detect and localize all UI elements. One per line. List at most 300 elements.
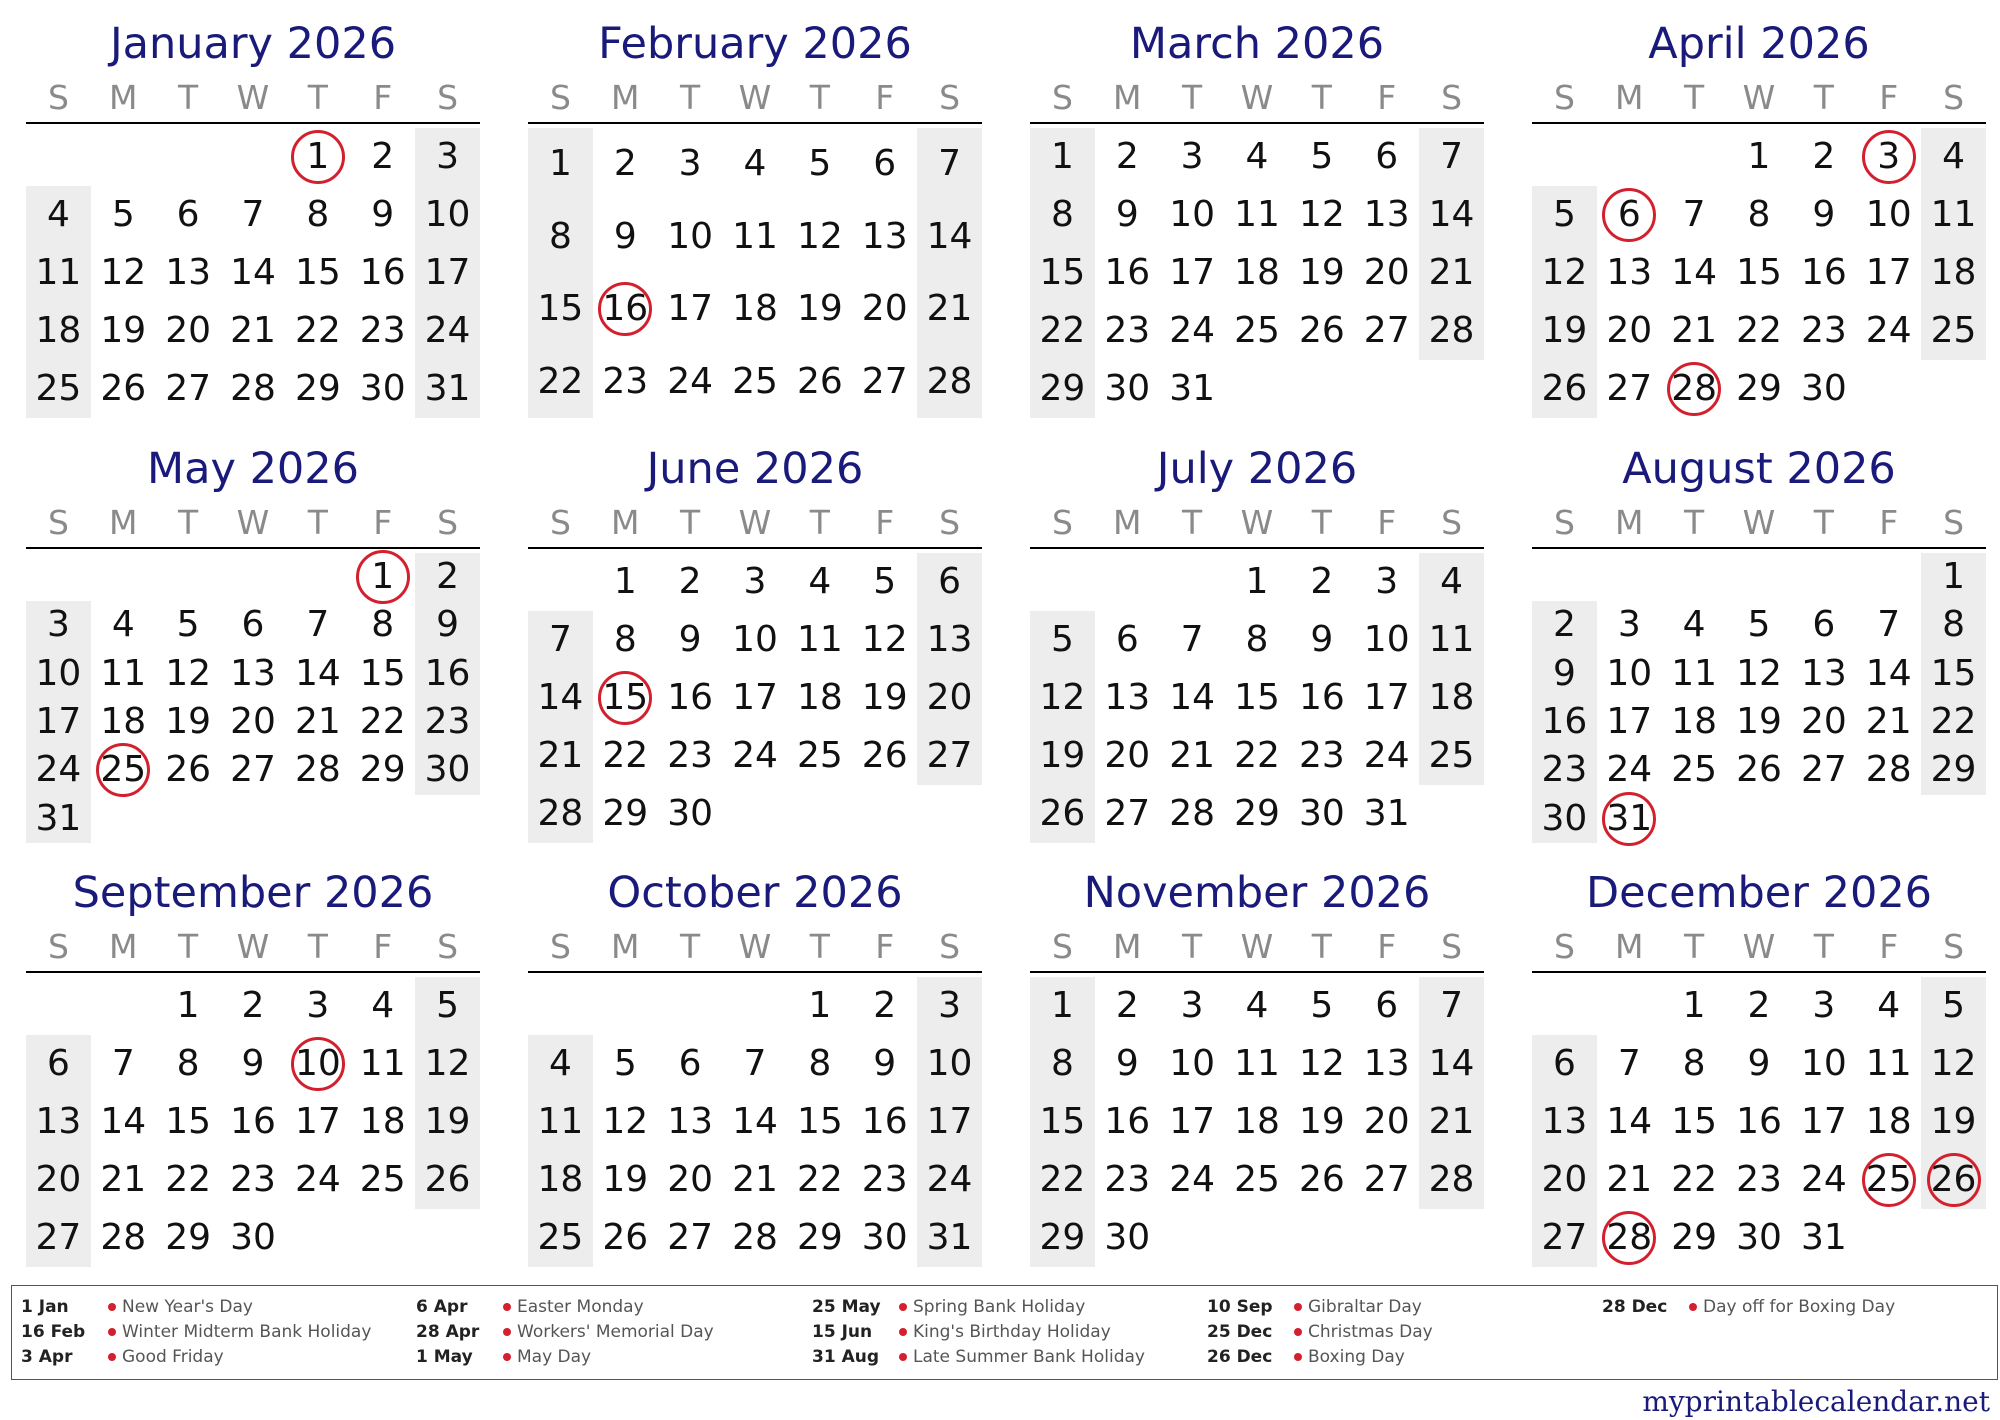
day-cell: 28 bbox=[230, 368, 276, 409]
day-cell: 7 bbox=[1877, 604, 1901, 646]
weekday-header: S bbox=[437, 927, 459, 966]
holiday-day-cell: 6 bbox=[1597, 186, 1662, 244]
day-cell: 24 bbox=[926, 1159, 973, 1200]
holiday-day-cell: 1 bbox=[350, 553, 415, 601]
day-cell: 2 bbox=[873, 985, 897, 1026]
weekday-header: T bbox=[307, 78, 328, 117]
day-cell: 11 bbox=[359, 1043, 406, 1084]
holiday-day-cell: 28 bbox=[1597, 1209, 1662, 1267]
weekday-header: S bbox=[1051, 78, 1073, 117]
weekday-header: M bbox=[109, 927, 138, 966]
month-title: December 2026 bbox=[1585, 868, 1933, 918]
bullet-icon bbox=[1294, 1353, 1302, 1361]
day-cell: 10 bbox=[1363, 619, 1410, 660]
weekday-header-row bbox=[1030, 76, 1484, 120]
weekday-header: F bbox=[373, 503, 393, 542]
day-cell: 5 bbox=[1942, 985, 1966, 1026]
day-cell: 11 bbox=[1865, 1043, 1912, 1084]
weekday-header: F bbox=[373, 78, 393, 117]
weekday-header: T bbox=[1182, 78, 1203, 117]
day-cell: 12 bbox=[1736, 652, 1782, 694]
day-cell: 19 bbox=[100, 310, 147, 351]
day-cell: 11 bbox=[1234, 1043, 1280, 1084]
legend-holiday-name: Good Friday bbox=[122, 1347, 224, 1367]
day-cell: 7 bbox=[1617, 1043, 1641, 1084]
header-divider bbox=[1030, 971, 1484, 973]
header-divider bbox=[528, 971, 982, 973]
day-cell: 24 bbox=[424, 310, 471, 351]
weekday-header: T bbox=[307, 927, 328, 966]
day-cell: 26 bbox=[1736, 749, 1782, 791]
day-cell: 19 bbox=[1039, 735, 1086, 776]
weekday-header: T bbox=[809, 503, 830, 542]
weekday-header: F bbox=[1879, 927, 1899, 966]
day-cell: 31 bbox=[926, 1217, 973, 1258]
day-cell: 11 bbox=[1671, 652, 1718, 694]
weekday-header: F bbox=[1377, 503, 1397, 542]
month-4 bbox=[26, 425, 480, 845]
day-cell: 14 bbox=[732, 1101, 778, 1142]
day-cell: 8 bbox=[548, 215, 572, 257]
weekday-header: T bbox=[1813, 78, 1834, 117]
day-cell: 13 bbox=[35, 1101, 82, 1142]
day-cell: 4 bbox=[808, 561, 832, 602]
day-cell: 19 bbox=[1736, 701, 1782, 742]
month-3 bbox=[1532, 0, 1986, 420]
weekday-header: M bbox=[1113, 503, 1142, 542]
header-divider bbox=[1030, 547, 1484, 549]
day-cell: 7 bbox=[743, 1043, 767, 1084]
weekday-header: S bbox=[549, 927, 571, 966]
legend-holiday-name: Gibraltar Day bbox=[1308, 1297, 1422, 1317]
day-cell: 11 bbox=[1428, 619, 1475, 660]
legend-date: 28 Dec bbox=[1602, 1297, 1668, 1317]
weekday-header: W bbox=[738, 927, 772, 966]
day-cell: 20 bbox=[667, 1159, 714, 1200]
day-cell: 12 bbox=[1541, 252, 1588, 293]
day-cell: 16 bbox=[424, 652, 471, 694]
day-cell: 2 bbox=[1747, 985, 1771, 1026]
day-cell: 4 bbox=[1877, 985, 1901, 1026]
day-cell: 16 bbox=[1104, 1101, 1151, 1142]
weekday-header-row bbox=[1030, 501, 1484, 545]
day-cell: 26 bbox=[1298, 310, 1345, 351]
day-cell: 10 bbox=[1169, 194, 1216, 235]
weekday-header: T bbox=[809, 78, 830, 117]
day-cell: 29 bbox=[359, 749, 406, 791]
day-cell: 18 bbox=[1234, 1101, 1280, 1142]
day-cell: 14 bbox=[1671, 252, 1718, 293]
month-7 bbox=[1532, 425, 1986, 845]
day-cell: 6 bbox=[1812, 604, 1836, 646]
day-cell: 16 bbox=[230, 1101, 276, 1142]
day-cell: 18 bbox=[1930, 252, 1977, 293]
day-cell: 7 bbox=[1440, 985, 1464, 1026]
day-cell: 6 bbox=[241, 604, 265, 646]
day-cell: 22 bbox=[1039, 1159, 1086, 1200]
month-0 bbox=[26, 0, 480, 420]
day-cell: 22 bbox=[294, 310, 341, 351]
header-divider bbox=[1532, 547, 1986, 549]
weekday-header: S bbox=[1943, 503, 1965, 542]
day-cell: 7 bbox=[1440, 136, 1464, 177]
day-cell: 8 bbox=[613, 619, 637, 660]
day-cell: 28 bbox=[1428, 310, 1475, 351]
month-title: November 2026 bbox=[1083, 868, 1431, 918]
day-cell: 6 bbox=[938, 561, 962, 602]
day-cell: 28 bbox=[1428, 1159, 1475, 1200]
day-cell: 11 bbox=[796, 619, 843, 660]
bullet-icon bbox=[1294, 1328, 1302, 1336]
day-cell: 18 bbox=[35, 310, 82, 351]
day-cell: 24 bbox=[294, 1159, 341, 1200]
weekday-header: T bbox=[1311, 503, 1332, 542]
day-cell: 2 bbox=[678, 561, 702, 602]
day-cell: 31 bbox=[1363, 793, 1410, 834]
day-cell: 3 bbox=[436, 136, 460, 177]
day-cell: 25 bbox=[1234, 310, 1280, 351]
day-cell: 30 bbox=[861, 1217, 908, 1258]
day-cell: 17 bbox=[35, 701, 82, 742]
day-cell: 31 bbox=[1800, 1217, 1847, 1258]
month-1 bbox=[528, 0, 982, 420]
day-cell: 2 bbox=[1812, 136, 1836, 177]
day-cell: 5 bbox=[873, 561, 897, 602]
day-cell: 26 bbox=[165, 749, 212, 791]
day-cell: 12 bbox=[861, 619, 908, 660]
day-cell: 16 bbox=[1298, 677, 1345, 718]
day-cell: 12 bbox=[1039, 677, 1086, 718]
day-grid bbox=[1030, 977, 1484, 1267]
day-cell: 28 bbox=[294, 749, 341, 791]
day-cell: 1 bbox=[1050, 985, 1074, 1026]
day-cell: 7 bbox=[1682, 194, 1706, 235]
header-divider bbox=[1532, 122, 1986, 124]
bullet-icon bbox=[503, 1328, 511, 1336]
weekday-header: W bbox=[1742, 503, 1776, 542]
day-cell: 10 bbox=[732, 619, 778, 660]
legend-holiday-name: May Day bbox=[517, 1347, 592, 1367]
day-cell: 1 bbox=[1682, 985, 1706, 1026]
day-cell: 30 bbox=[359, 368, 406, 409]
weekday-header: M bbox=[109, 503, 138, 542]
weekday-header: S bbox=[1441, 927, 1463, 966]
day-cell: 20 bbox=[230, 701, 276, 742]
day-cell: 25 bbox=[1234, 1159, 1280, 1200]
day-cell: 8 bbox=[808, 1043, 832, 1084]
day-cell: 9 bbox=[241, 1043, 265, 1084]
weekday-header-row bbox=[1030, 925, 1484, 969]
day-cell: 17 bbox=[926, 1101, 973, 1142]
day-cell: 25 bbox=[1671, 749, 1718, 791]
bullet-icon bbox=[108, 1328, 116, 1336]
header-divider bbox=[26, 547, 480, 549]
day-cell: 25 bbox=[1930, 310, 1977, 351]
holiday-day-cell: 15 bbox=[593, 669, 658, 727]
holiday-day-cell: 16 bbox=[593, 273, 658, 346]
weekday-header: S bbox=[437, 503, 459, 542]
day-cell: 8 bbox=[1747, 194, 1771, 235]
day-grid bbox=[26, 553, 480, 843]
day-cell: 17 bbox=[1865, 252, 1912, 293]
day-cell: 27 bbox=[1104, 793, 1151, 834]
day-cell: 30 bbox=[1104, 368, 1151, 409]
bullet-icon bbox=[108, 1303, 116, 1311]
month-title: June 2026 bbox=[646, 444, 864, 494]
day-cell: 3 bbox=[678, 143, 702, 184]
day-cell: 14 bbox=[926, 215, 973, 257]
day-cell: 7 bbox=[241, 194, 265, 235]
day-cell: 11 bbox=[1930, 194, 1977, 235]
weekday-header: T bbox=[680, 927, 701, 966]
legend-date: 25 May bbox=[812, 1297, 881, 1317]
day-cell: 12 bbox=[424, 1043, 471, 1084]
day-cell: 26 bbox=[100, 368, 147, 409]
day-cell: 23 bbox=[1736, 1159, 1782, 1200]
day-cell: 27 bbox=[35, 1217, 82, 1258]
day-cell: 12 bbox=[602, 1101, 649, 1142]
day-cell: 14 bbox=[1606, 1101, 1653, 1142]
legend-date: 16 Feb bbox=[21, 1322, 86, 1342]
weekday-header: F bbox=[373, 927, 393, 966]
day-cell: 27 bbox=[1800, 749, 1847, 791]
day-cell: 3 bbox=[46, 604, 70, 646]
day-cell: 16 bbox=[667, 677, 714, 718]
day-cell: 6 bbox=[1375, 136, 1399, 177]
day-cell: 13 bbox=[1363, 194, 1410, 235]
day-cell: 6 bbox=[873, 143, 897, 184]
weekday-header: T bbox=[178, 503, 199, 542]
weekday-header-row bbox=[26, 501, 480, 545]
day-cell: 9 bbox=[371, 194, 395, 235]
weekday-header: M bbox=[1615, 927, 1644, 966]
day-cell: 5 bbox=[1310, 985, 1334, 1026]
weekday-header: T bbox=[1182, 503, 1203, 542]
weekday-header: S bbox=[1051, 927, 1073, 966]
day-cell: 1 bbox=[1942, 556, 1966, 597]
month-6 bbox=[1030, 425, 1484, 845]
day-cell: 9 bbox=[1747, 1043, 1771, 1084]
month-5 bbox=[528, 425, 982, 845]
day-cell: 29 bbox=[1039, 368, 1086, 409]
day-grid bbox=[1532, 977, 1986, 1267]
weekday-header: M bbox=[611, 78, 640, 117]
day-cell: 5 bbox=[1552, 194, 1576, 235]
weekday-header: S bbox=[1051, 503, 1073, 542]
day-cell: 3 bbox=[1812, 985, 1836, 1026]
day-cell: 31 bbox=[35, 797, 82, 839]
day-cell: 2 bbox=[241, 985, 265, 1026]
weekday-header: T bbox=[1684, 78, 1705, 117]
day-cell: 15 bbox=[165, 1101, 212, 1142]
day-grid bbox=[528, 553, 982, 843]
day-grid bbox=[26, 128, 480, 418]
weekday-header: S bbox=[939, 927, 961, 966]
day-cell: 8 bbox=[1682, 1043, 1706, 1084]
weekday-header: W bbox=[1742, 78, 1776, 117]
weekday-header: S bbox=[1553, 503, 1575, 542]
day-cell: 18 bbox=[100, 701, 147, 742]
day-cell: 8 bbox=[306, 194, 330, 235]
weekday-header: T bbox=[1311, 78, 1332, 117]
day-cell: 22 bbox=[1039, 310, 1086, 351]
day-cell: 27 bbox=[667, 1217, 714, 1258]
day-cell: 4 bbox=[548, 1043, 572, 1084]
holiday-day-cell: 25 bbox=[1856, 1151, 1921, 1209]
weekday-header: M bbox=[1615, 503, 1644, 542]
weekday-header-row bbox=[1532, 501, 1986, 545]
legend-holiday-name: New Year's Day bbox=[122, 1297, 253, 1317]
day-cell: 17 bbox=[1363, 677, 1410, 718]
day-cell: 1 bbox=[176, 985, 200, 1026]
weekday-header-row bbox=[26, 76, 480, 120]
weekday-header: W bbox=[236, 78, 270, 117]
weekday-header: S bbox=[549, 503, 571, 542]
weekday-header: S bbox=[47, 503, 69, 542]
day-cell: 10 bbox=[1169, 1043, 1216, 1084]
weekday-header: M bbox=[1615, 78, 1644, 117]
day-cell: 18 bbox=[1428, 677, 1475, 718]
day-cell: 21 bbox=[1671, 310, 1718, 351]
header-divider bbox=[1532, 971, 1986, 973]
day-cell: 20 bbox=[861, 288, 908, 329]
day-cell: 22 bbox=[359, 701, 406, 742]
weekday-header: T bbox=[809, 927, 830, 966]
weekday-header: W bbox=[236, 927, 270, 966]
day-cell: 10 bbox=[35, 652, 82, 694]
day-cell: 30 bbox=[1541, 797, 1588, 839]
day-cell: 26 bbox=[602, 1217, 649, 1258]
month-title: March 2026 bbox=[1129, 19, 1385, 69]
day-cell: 3 bbox=[1180, 136, 1204, 177]
day-cell: 20 bbox=[1104, 735, 1151, 776]
day-cell: 29 bbox=[602, 793, 649, 834]
day-cell: 22 bbox=[537, 360, 584, 402]
header-divider bbox=[528, 122, 982, 124]
day-cell: 3 bbox=[1617, 604, 1641, 646]
month-title: January 2026 bbox=[109, 19, 397, 69]
day-cell: 13 bbox=[1104, 677, 1151, 718]
day-cell: 23 bbox=[602, 360, 649, 402]
legend-holiday-name: Christmas Day bbox=[1308, 1322, 1433, 1342]
holiday-day-cell: 3 bbox=[1856, 128, 1921, 186]
day-cell: 21 bbox=[1606, 1159, 1653, 1200]
day-cell: 16 bbox=[861, 1101, 908, 1142]
day-cell: 12 bbox=[100, 252, 147, 293]
day-cell: 26 bbox=[861, 735, 908, 776]
legend-date: 6 Apr bbox=[416, 1297, 468, 1317]
day-cell: 9 bbox=[1812, 194, 1836, 235]
day-cell: 30 bbox=[1736, 1217, 1782, 1258]
day-cell: 15 bbox=[1671, 1101, 1718, 1142]
weekday-header: T bbox=[178, 927, 199, 966]
day-cell: 20 bbox=[1606, 310, 1653, 351]
weekday-header: S bbox=[1441, 78, 1463, 117]
month-8 bbox=[26, 849, 480, 1269]
day-cell: 9 bbox=[873, 1043, 897, 1084]
weekday-header: W bbox=[738, 78, 772, 117]
month-9 bbox=[528, 849, 982, 1269]
day-cell: 7 bbox=[111, 1043, 135, 1084]
day-cell: 7 bbox=[938, 143, 962, 184]
day-cell: 21 bbox=[1169, 735, 1216, 776]
day-cell: 14 bbox=[1169, 677, 1216, 718]
weekday-header: W bbox=[1240, 927, 1274, 966]
day-cell: 14 bbox=[230, 252, 276, 293]
day-cell: 5 bbox=[1050, 619, 1074, 660]
weekday-header: M bbox=[109, 78, 138, 117]
weekday-header: W bbox=[738, 503, 772, 542]
day-cell: 28 bbox=[100, 1217, 147, 1258]
day-cell: 15 bbox=[1039, 1101, 1086, 1142]
day-cell: 24 bbox=[1865, 310, 1912, 351]
day-cell: 29 bbox=[1671, 1217, 1718, 1258]
weekday-header: F bbox=[1377, 927, 1397, 966]
day-cell: 20 bbox=[926, 677, 973, 718]
weekday-header: F bbox=[875, 927, 895, 966]
legend-holiday-name: Easter Monday bbox=[517, 1297, 644, 1317]
weekday-header: W bbox=[236, 503, 270, 542]
day-cell: 12 bbox=[796, 215, 843, 257]
day-cell: 2 bbox=[1115, 136, 1139, 177]
day-cell: 11 bbox=[35, 252, 82, 293]
legend-holiday-name: King's Birthday Holiday bbox=[913, 1322, 1111, 1342]
day-cell: 6 bbox=[1115, 619, 1139, 660]
day-cell: 13 bbox=[1800, 652, 1847, 694]
day-cell: 6 bbox=[678, 1043, 702, 1084]
day-cell: 27 bbox=[926, 735, 973, 776]
day-cell: 16 bbox=[1104, 252, 1151, 293]
day-cell: 7 bbox=[306, 604, 330, 646]
day-cell: 19 bbox=[861, 677, 908, 718]
day-cell: 4 bbox=[1245, 136, 1269, 177]
day-cell: 22 bbox=[1671, 1159, 1718, 1200]
weekday-header: S bbox=[437, 78, 459, 117]
day-cell: 1 bbox=[1747, 136, 1771, 177]
day-cell: 8 bbox=[1942, 604, 1966, 646]
legend-holiday-name: Winter Midterm Bank Holiday bbox=[122, 1322, 372, 1342]
weekday-header-row bbox=[26, 925, 480, 969]
header-divider bbox=[528, 547, 982, 549]
day-cell: 28 bbox=[926, 360, 973, 402]
weekday-header: S bbox=[47, 927, 69, 966]
holiday-legend bbox=[11, 1285, 1998, 1380]
holiday-day-cell: 10 bbox=[285, 1035, 350, 1093]
day-cell: 29 bbox=[1736, 368, 1782, 409]
day-cell: 1 bbox=[1050, 136, 1074, 177]
weekday-header: S bbox=[1553, 78, 1575, 117]
day-cell: 2 bbox=[1552, 604, 1576, 646]
weekday-header: W bbox=[1240, 78, 1274, 117]
day-cell: 19 bbox=[1541, 310, 1588, 351]
day-cell: 17 bbox=[1606, 701, 1653, 742]
day-cell: 18 bbox=[359, 1101, 406, 1142]
legend-date: 25 Dec bbox=[1207, 1322, 1273, 1342]
day-cell: 5 bbox=[436, 985, 460, 1026]
site-watermark[interactable]: myprintablecalendar.net bbox=[1642, 1385, 1990, 1418]
day-cell: 1 bbox=[548, 143, 572, 184]
day-cell: 22 bbox=[1930, 701, 1977, 742]
day-cell: 19 bbox=[424, 1101, 471, 1142]
weekday-header: T bbox=[1684, 503, 1705, 542]
bullet-icon bbox=[1689, 1303, 1697, 1311]
day-cell: 21 bbox=[926, 288, 973, 329]
day-cell: 1 bbox=[1245, 561, 1269, 602]
day-cell: 6 bbox=[1375, 985, 1399, 1026]
day-cell: 13 bbox=[667, 1101, 714, 1142]
day-cell: 23 bbox=[359, 310, 406, 351]
bullet-icon bbox=[503, 1303, 511, 1311]
